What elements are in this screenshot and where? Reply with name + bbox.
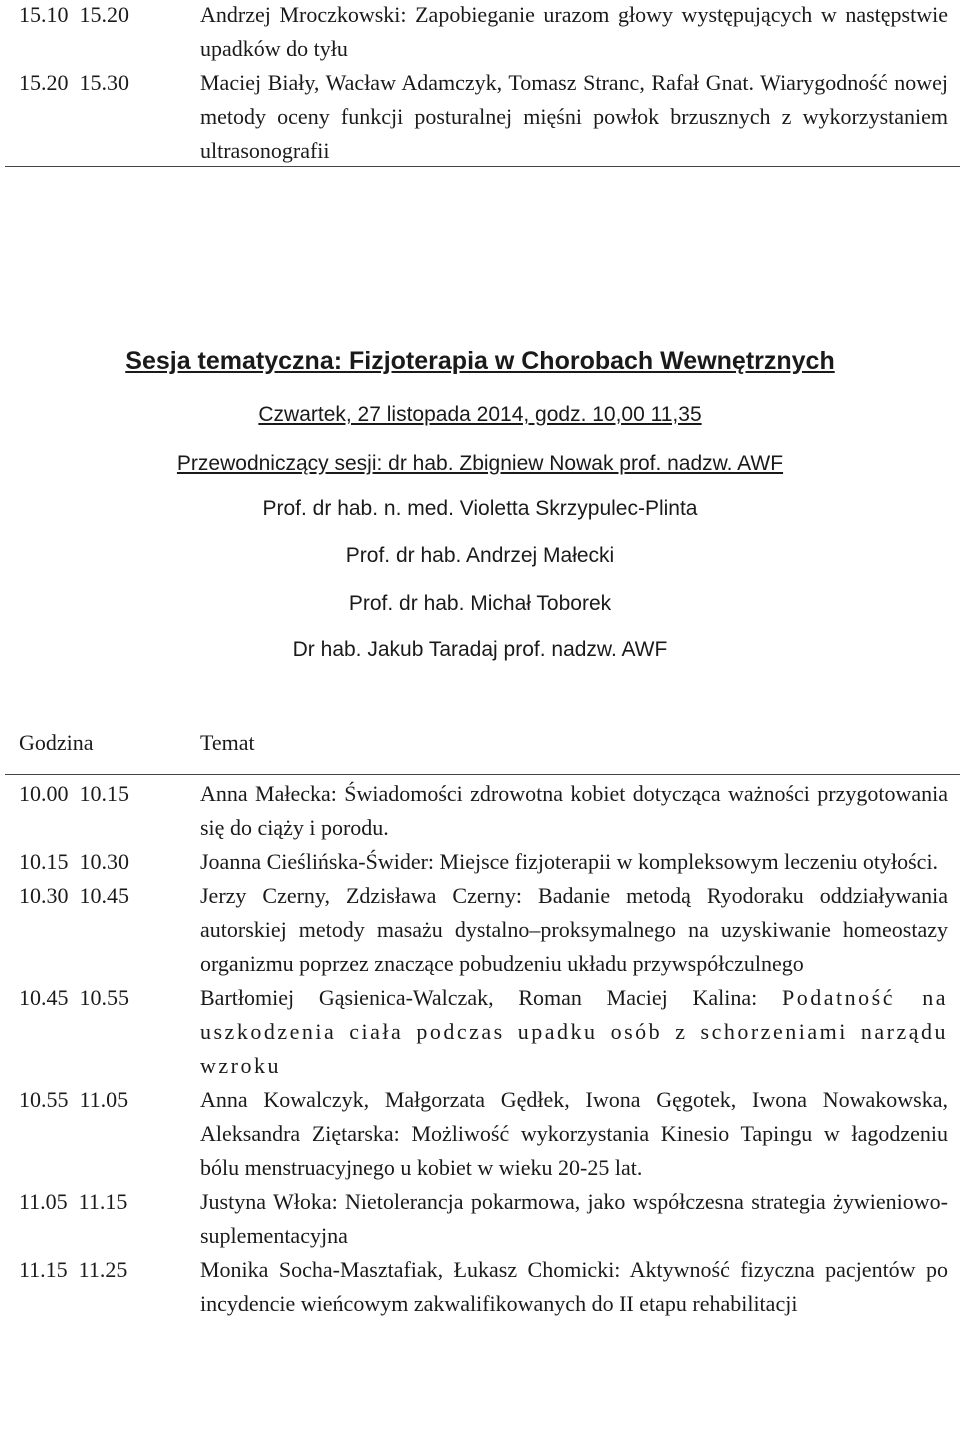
table-header-topic: Temat: [200, 730, 255, 755]
schedule-row: [0, 981, 960, 1083]
schedule-row: [0, 1253, 960, 1321]
row-topic: Maciej Biały, Wacław Adamczyk, Tomasz Stranc, Rafał Gnat. Wiarygodność nowej metody oceny funkcji posturalnej mięśni powłok brzusznych z wykorzystaniem ultrasonografii: [200, 70, 948, 163]
session-schedule: [0, 777, 960, 1321]
row-title: Podatność na uszkodzenia ciała podczas upadku osób z schorzeniami narządu wzroku: [200, 985, 948, 1078]
session-title: Sesja tematyczna: Fizjoterapia w Chorobach Wewnętrznych: [125, 347, 835, 375]
row-topic: Anna Małecka: Świadomości zdrowotna kobiet dotycząca ważności przygotowania się do ciąży i porodu.: [200, 781, 948, 840]
session-chair: Przewodniczący sesji: dr hab. Zbigniew Nowak prof. nadzw. AWF: [176, 452, 784, 475]
row-topic: Andrzej Mroczkowski: Zapobieganie urazom głowy występujących w następstwie upadków do tyłu: [200, 2, 948, 61]
row-time: 10.00 10.15: [19, 781, 129, 806]
row-topic: Monika Socha-Masztafiak, Łukasz Chomicki: Aktywność fizyczna pacjentów po incydencie wieńcowym zakwalifikowanych do II etapu rehabilitacji: [200, 1257, 948, 1316]
divider-line: [5, 166, 960, 167]
schedule-row: [0, 1083, 960, 1185]
row-time: 15.10 15.20: [19, 2, 129, 27]
schedule-row: [0, 0, 960, 66]
schedule-row: [0, 777, 960, 845]
previous-session-schedule: [0, 0, 960, 168]
table-header-time: Godzina: [19, 730, 94, 755]
row-topic: Joanna Cieślińska-Świder: Miejsce fizjoterapii w kompleksowym leczeniu otyłości.: [200, 849, 939, 874]
session-date: Czwartek, 27 listopada 2014, godz. 10,00 11,35: [258, 403, 702, 426]
row-topic: [200, 981, 948, 1083]
row-time: 11.15 11.25: [19, 1257, 128, 1282]
row-time: 11.05 11.15: [19, 1189, 128, 1214]
session-member: Prof. dr hab. Michał Toborek: [348, 592, 612, 615]
row-time: 10.55 11.05: [19, 1087, 129, 1112]
table-header-divider: [5, 774, 960, 775]
schedule-row: [0, 845, 960, 879]
row-time: 10.30 10.45: [19, 883, 129, 908]
session-member: Dr hab. Jakub Taradaj prof. nadzw. AWF: [292, 638, 668, 661]
session-member: Prof. dr hab. Andrzej Małecki: [345, 544, 615, 567]
schedule-row: [0, 879, 960, 981]
row-time: 15.20 15.30: [19, 70, 129, 95]
session-member: Prof. dr hab. n. med. Violetta Skrzypulec-Plinta: [262, 497, 698, 520]
row-authors: Bartłomiej Gąsienica-Walczak, Roman Maciej Kalina:: [200, 985, 783, 1010]
row-time: 10.15 10.30: [19, 849, 129, 874]
row-topic: Justyna Włoka: Nietolerancja pokarmowa, jako współczesna strategia żywieniowo-suplementacyjna: [200, 1189, 948, 1248]
row-time: 10.45 10.55: [19, 985, 129, 1010]
row-topic: Jerzy Czerny, Zdzisława Czerny: Badanie metodą Ryodoraku oddziaływania autorskiej metody masażu dystalno–proksymalnego na uzyskiwanie homeostazy organizmu poprzez znaczące pobudzeniu układu przywspółczulnego: [200, 883, 948, 976]
schedule-row: [0, 1185, 960, 1253]
schedule-row: [0, 66, 960, 168]
row-topic: Anna Kowalczyk, Małgorzata Gędłek, Iwona Gęgotek, Iwona Nowakowska, Aleksandra Ziętarska: Możliwość wykorzystania Kinesio Tapingu w łagodzeniu bólu menstruacyjnego u kobiet w wieku 20-25 lat.: [200, 1087, 948, 1180]
